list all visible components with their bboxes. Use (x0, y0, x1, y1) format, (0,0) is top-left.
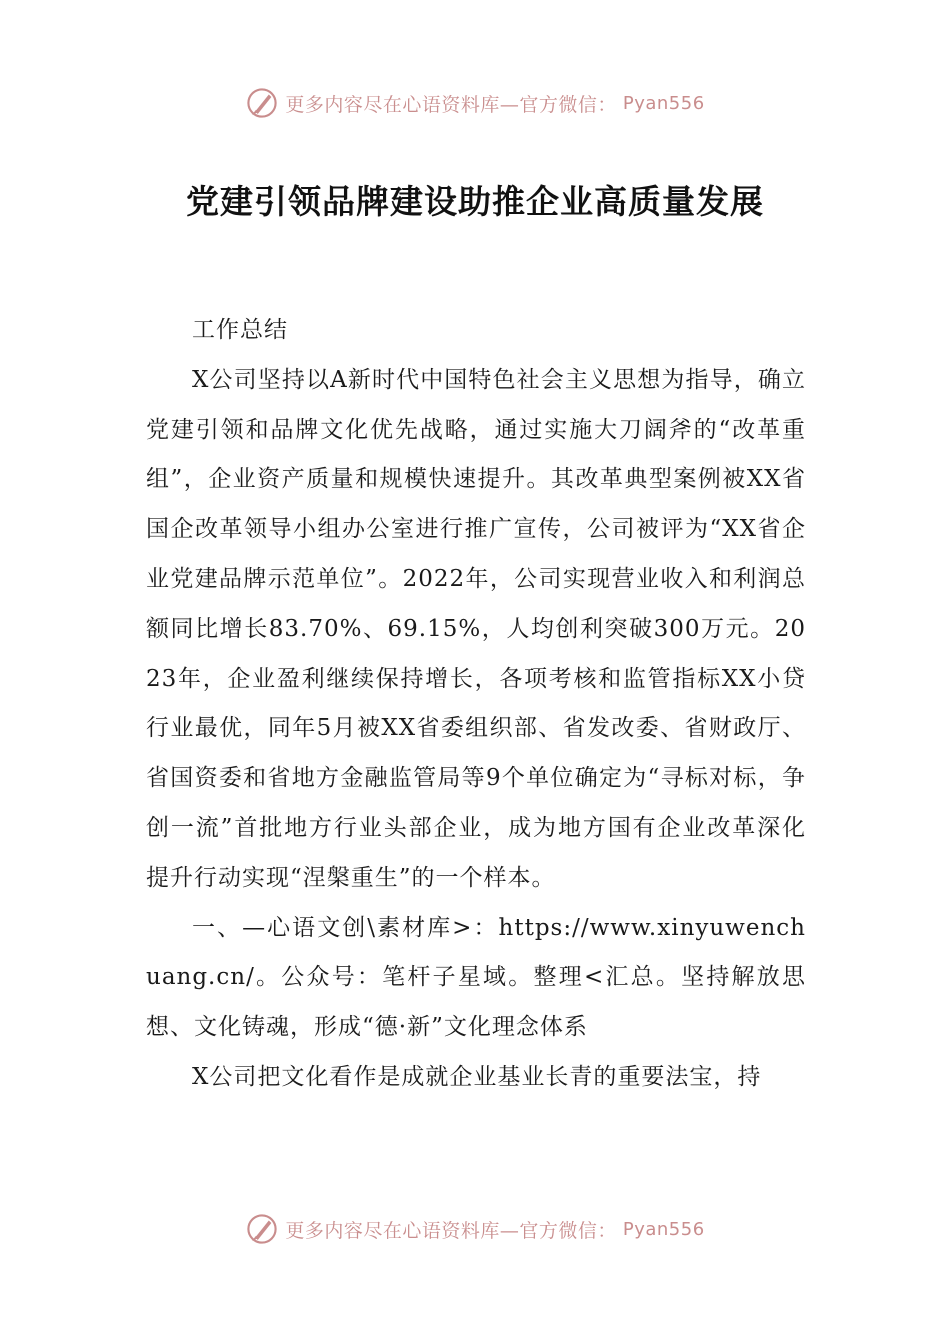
section-label: 工作总结 (192, 317, 288, 343)
watermark-text: 更多内容尽在心语资料库—官方微信： (285, 1219, 617, 1242)
watermark-wechat-id: Pyan556 (622, 92, 705, 114)
document-body (146, 306, 806, 1103)
body-paragraph: X公司把文化看作是成就企业基业长青的重要法宝，持 (192, 1063, 762, 1090)
footer-watermark (0, 1212, 950, 1246)
pen-logo-icon (245, 86, 279, 120)
document-title: 党建引领品牌建设助推企业高质量发展 (186, 182, 764, 221)
watermark-wechat-id: Pyan556 (622, 1218, 705, 1240)
section-heading: 一、—心语文创\素材库>：https://www.xinyuwenchuang.cn/。公众号：笔杆子星域。整理<汇总。坚持解放思想、文化铸魂，形成“德·新”文化理念体系 (146, 914, 806, 1041)
watermark-text: 更多内容尽在心语资料库—官方微信： (285, 93, 617, 116)
body-paragraph: X公司坚持以A新时代中国特色社会主义思想为指导，确立党建引领和品牌文化优先战略，通过实施大刀阔斧的“改革重组”，企业资产质量和规模快速提升。其改革典型案例被XX省国企改革领导小组办公室进行推广宣传，公司被评为“XX省企业党建品牌示范单位”。2022年，公司实现营业收入和利润总额同比增长83.70%、69.15%，人均创利突破300万元。2023年，企业盈利继续保持增长，各项考核和监管指标XX小贷行业最优，同年5月被XX省委组织部、省发改委、省财政厅、省国资委和省地方金融监管局等9个单位确定为“寻标对标，争创一流”首批地方行业头部企业，成为地方国有企业改革深化提升行动实现“涅槃重生”的一个样本。 (146, 366, 806, 891)
header-watermark (0, 86, 950, 120)
pen-logo-icon (245, 1212, 279, 1246)
